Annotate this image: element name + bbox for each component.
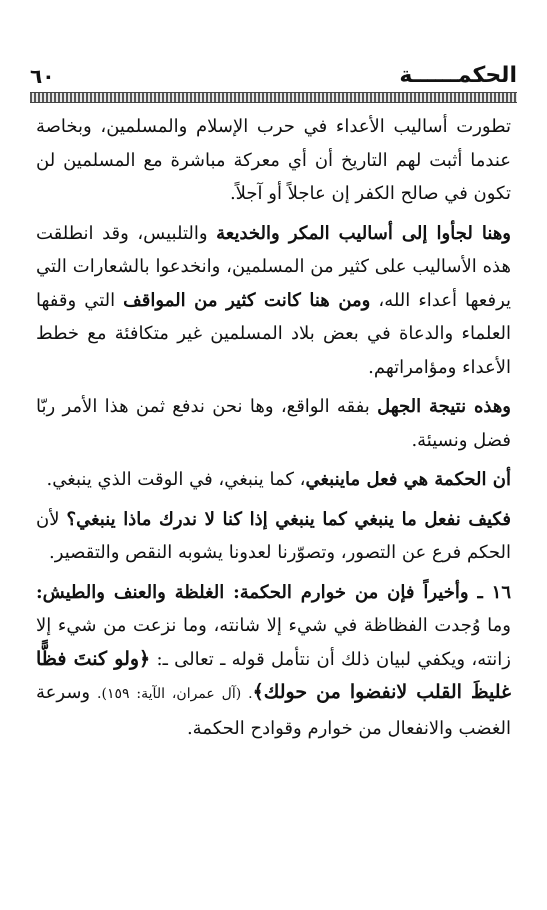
- verse-reference: . (آل عمران، الآية: ١٥٩).: [90, 686, 253, 702]
- paragraph-6-number: ١٦ ـ: [468, 581, 511, 603]
- paragraph-2: [36, 217, 511, 385]
- paragraph-5-text: لأن الحكم فرع عن التصور، وتصوّرنا لعدونا يشوبه النقص والتقصير.: [36, 508, 511, 563]
- paragraph-6: [36, 576, 511, 746]
- paragraph-2-text-a: والتلبيس، وقد انطلقت هذه الأساليب على كثير من المسلمين، وانخدعوا بالشعارات التي يرفعها أعداء الله،: [36, 222, 512, 311]
- paragraph-5: [36, 503, 511, 570]
- paragraph-5-bold: فكيف نفعل ما ينبغي كما ينبغي إذا كنا لا ندرك ماذا ينبغي؟: [66, 508, 511, 530]
- paragraph-1: [36, 110, 511, 211]
- paragraph-3-bold: وهذه نتيجة الجهل: [377, 396, 512, 417]
- running-title: الحكمــــــة: [399, 63, 517, 88]
- paragraph-2-bold-2: ومن هنا كانت كثير من المواقف: [123, 289, 371, 311]
- paragraph-4-bold: أن الحكمة هي فعل ماينبغي: [305, 469, 511, 490]
- paragraph-4-text: ، كما ينبغي، في الوقت الذي ينبغي.: [46, 469, 306, 490]
- page-number: ٦٠: [30, 64, 55, 88]
- paragraph-3-text: بفقه الواقع، وها نحن ندفع ثمن هذا الأمر ربّا فضل ونسيئة.: [36, 396, 511, 451]
- paragraph-6-heading: وأخيراً فإن من خوارم الحكمة: الغلظة والعنف والطيش:: [36, 581, 469, 603]
- header-rule: [30, 92, 517, 103]
- paragraph-4: [36, 463, 511, 497]
- quran-verse: ﴿ولو كنتَ فظًّا غليظَ القلب لانفضوا من حولك﴾: [36, 647, 511, 703]
- paragraph-3: [36, 390, 511, 457]
- page-body: [36, 110, 511, 745]
- page-header: [30, 58, 517, 88]
- paragraph-1-text: تطورت أساليب الأعداء في حرب الإسلام والمسلمين، وبخاصة عندما أثبت لهم التاريخ أن أي معركة مباشرة مع المسلمين لن تكون في صالح الكفر إن عاجلاً أو آجلاً.: [36, 116, 511, 204]
- paragraph-2-bold: وهنا لجأوا إلى أساليب المكر والخديعة: [216, 222, 511, 244]
- paragraph-2-text-b: التي وقفها العلماء والدعاة في بعض بلاد المسلمين غير متكافئة مع خطط الأعداء ومؤامراتهم.: [36, 289, 511, 378]
- paragraph-6-text-a: وما وُجدت الفظاظة في شيء إلا شانته، وما نزعت من شيء إلا زانته، ويكفي لبيان ذلك أن نتأمل قوله ـ تعالى ـ:: [36, 615, 511, 670]
- paragraph-6-text-b: وسرعة الغضب والانفعال من خوارم وقوادح الحكمة.: [36, 682, 511, 739]
